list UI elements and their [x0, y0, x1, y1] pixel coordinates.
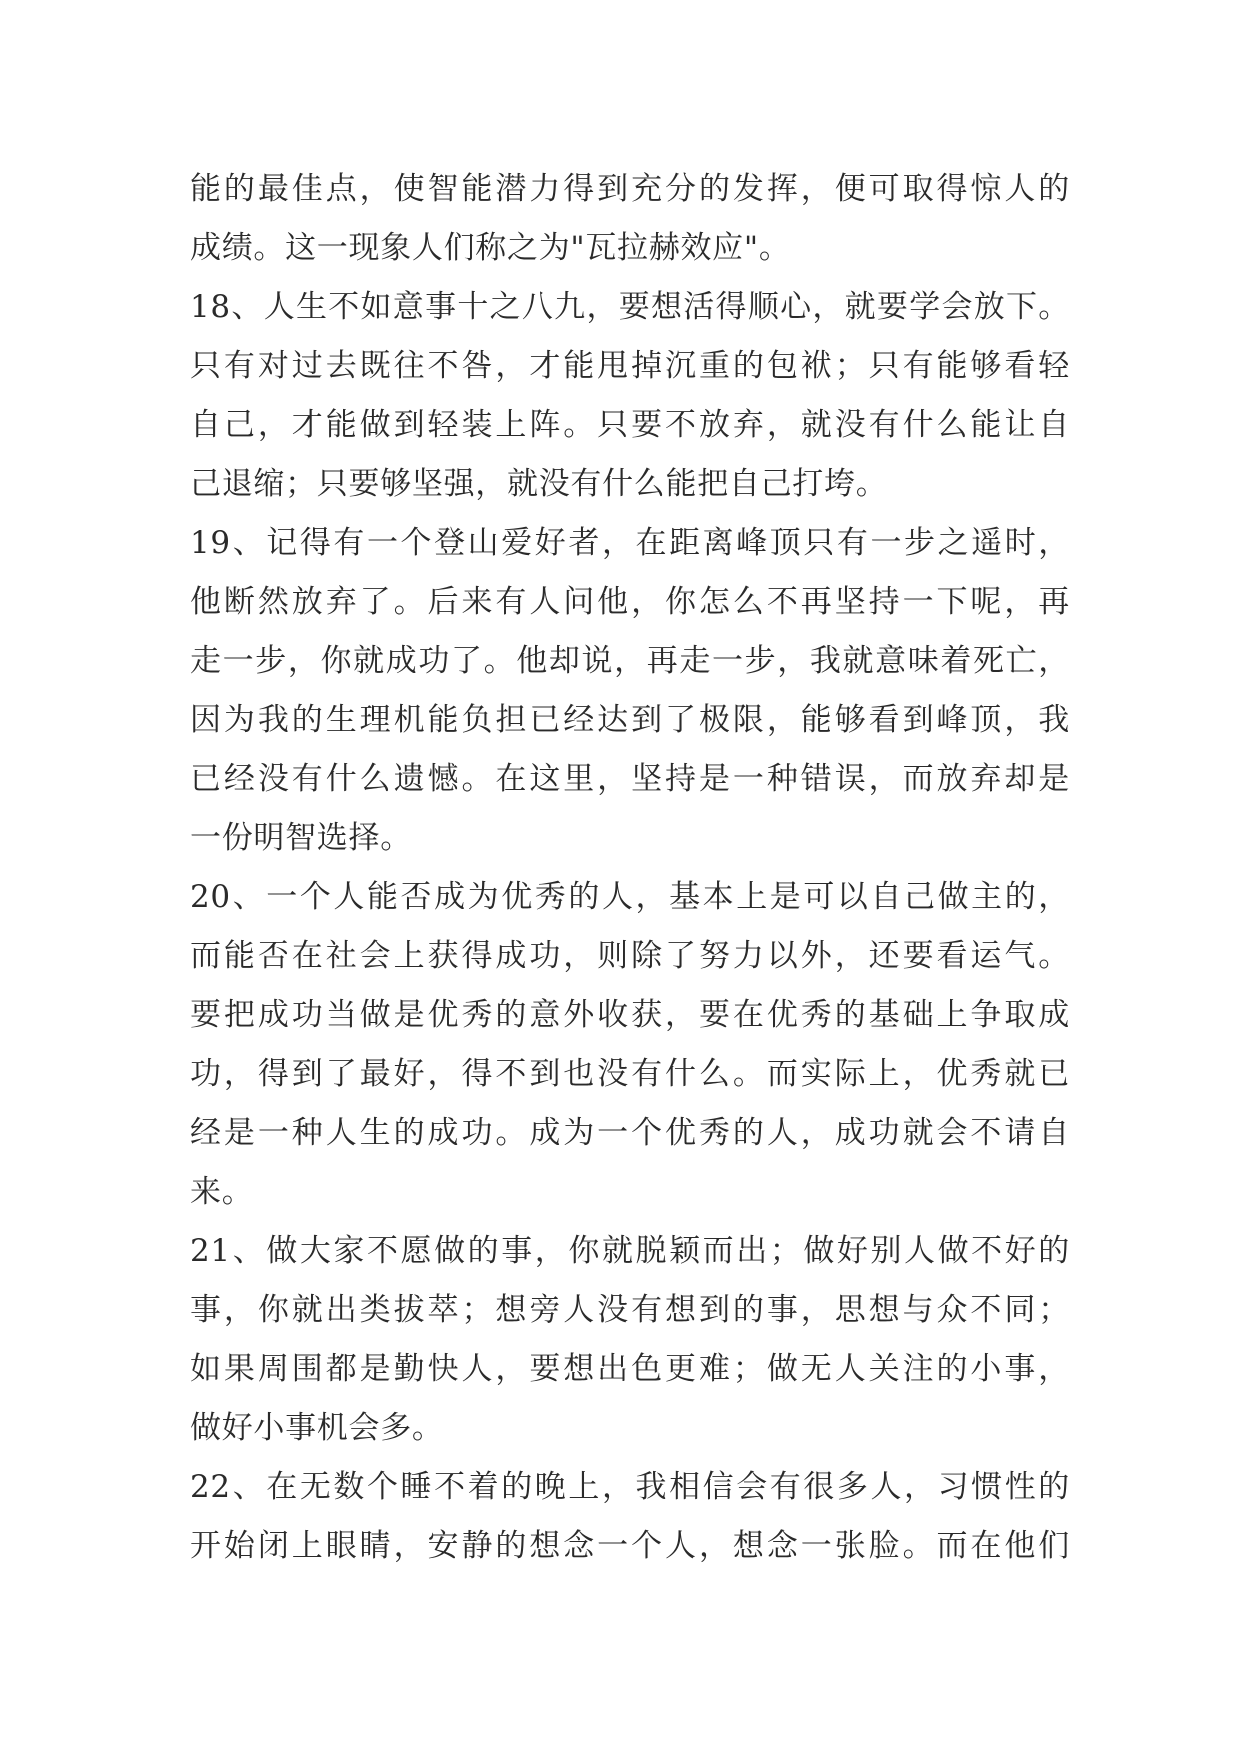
text-line: 事，你就出类拔萃；想旁人没有想到的事，思想与众不同；	[190, 1292, 1070, 1328]
text-line: 如果周围都是勤快人，要想出色更难；做无人关注的小事，	[190, 1351, 1070, 1387]
text-line: 自己，才能做到轻装上阵。只要不放弃，就没有什么能让自	[190, 407, 1070, 443]
document-body	[190, 160, 1070, 1576]
text-line: 20、一个人能否成为优秀的人，基本上是可以自己做主的，	[190, 879, 1070, 915]
text-line: 做好小事机会多。	[190, 1410, 444, 1446]
text-line: 19、记得有一个登山爱好者，在距离峰顶只有一步之遥时，	[190, 525, 1070, 561]
text-line: 因为我的生理机能负担已经达到了极限，能够看到峰顶，我	[190, 702, 1070, 738]
text-line: 已经没有什么遗憾。在这里，坚持是一种错误，而放弃却是	[190, 761, 1070, 797]
text-line: 功，得到了最好，得不到也没有什么。而实际上，优秀就已	[190, 1056, 1070, 1092]
text-line: 来。	[190, 1174, 254, 1210]
text-line: 走一步，你就成功了。他却说，再走一步，我就意味着死亡，	[190, 643, 1070, 679]
text-line: 21、做大家不愿做的事，你就脱颖而出；做好别人做不好的	[190, 1233, 1070, 1269]
text-line: 成绩。这一现象人们称之为"瓦拉赫效应"。	[190, 230, 791, 266]
text-line: 只有对过去既往不咎，才能甩掉沉重的包袱；只有能够看轻	[190, 348, 1070, 384]
text-line: 要把成功当做是优秀的意外收获，要在优秀的基础上争取成	[190, 997, 1070, 1033]
text-line: 他断然放弃了。后来有人问他，你怎么不再坚持一下呢，再	[190, 584, 1070, 620]
text-line: 开始闭上眼睛，安静的想念一个人，想念一张脸。而在他们	[190, 1528, 1070, 1564]
text-line: 经是一种人生的成功。成为一个优秀的人，成功就会不请自	[190, 1115, 1070, 1151]
text-line: 己退缩；只要够坚强，就没有什么能把自己打垮。	[190, 466, 888, 502]
text-line: 一份明智选择。	[190, 820, 412, 856]
text-line: 18、人生不如意事十之八九，要想活得顺心，就要学会放下。	[190, 289, 1070, 325]
text-line: 22、在无数个睡不着的晚上，我相信会有很多人，习惯性的	[190, 1469, 1070, 1505]
text-line: 而能否在社会上获得成功，则除了努力以外，还要看运气。	[190, 938, 1070, 974]
text-line: 能的最佳点，使智能潜力得到充分的发挥，便可取得惊人的	[190, 171, 1070, 207]
